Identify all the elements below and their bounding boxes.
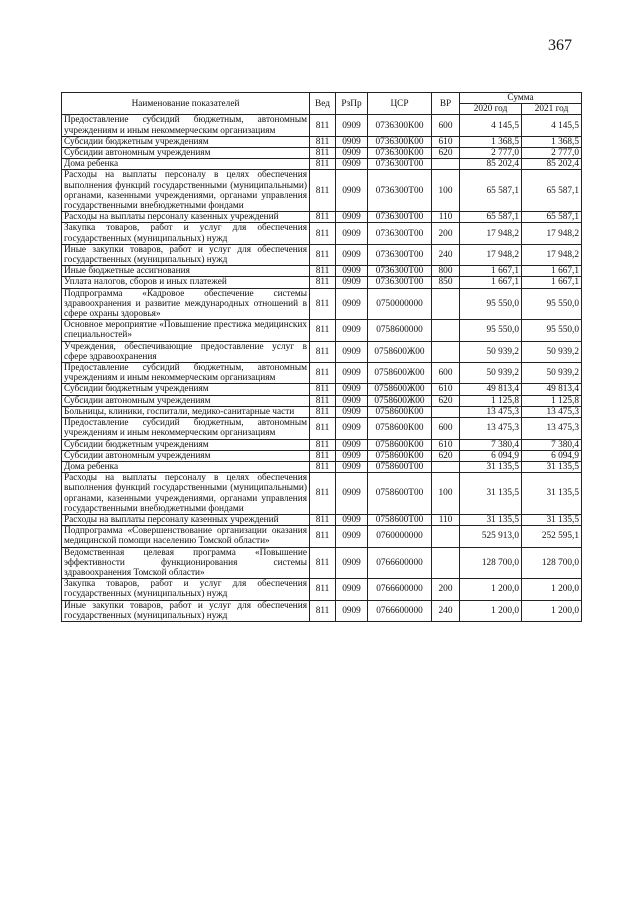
row-csr: 0736300К00 (368, 148, 432, 159)
table-row (62, 406, 582, 417)
row-ved: 811 (310, 288, 336, 320)
row-ved: 811 (310, 159, 336, 170)
row-ved: 811 (310, 514, 336, 525)
row-sum-2020: 49 813,4 (460, 384, 522, 395)
row-vr: 850 (432, 277, 460, 288)
row-ved: 811 (310, 277, 336, 288)
row-sum-2020: 4 145,5 (460, 115, 522, 136)
row-sum-2021: 252 595,1 (522, 526, 582, 547)
row-vr: 620 (432, 148, 460, 159)
row-ved: 811 (310, 115, 336, 136)
row-rzpr: 0909 (336, 277, 368, 288)
table-row (62, 170, 582, 212)
row-csr: 0758600Т00 (368, 461, 432, 472)
row-name: Больницы, клиники, госпитали, медико-санитарные части (62, 406, 310, 417)
row-rzpr: 0909 (336, 159, 368, 170)
table-row (62, 148, 582, 159)
row-sum-2020: 128 700,0 (460, 547, 522, 579)
row-sum-2021: 17 948,2 (522, 223, 582, 244)
row-sum-2021: 1 200,0 (522, 579, 582, 600)
row-csr: 0758600К00 (368, 439, 432, 450)
row-ved: 811 (310, 384, 336, 395)
row-name: Субсидии автономным учреждениям (62, 148, 310, 159)
table-row (62, 579, 582, 600)
table-row (62, 341, 582, 362)
table-row (62, 461, 582, 472)
row-vr (432, 288, 460, 320)
row-vr (432, 461, 460, 472)
header-csr: ЦСР (368, 93, 432, 115)
row-vr: 620 (432, 450, 460, 461)
row-csr: 0750000000 (368, 288, 432, 320)
row-name: Закупка товаров, работ и услуг для обеспечения государственных (муниципальных) нужд (62, 223, 310, 244)
row-sum-2020: 1 368,5 (460, 136, 522, 147)
row-name: Субсидии бюджетным учреждениям (62, 384, 310, 395)
row-ved: 811 (310, 320, 336, 341)
row-sum-2021: 1 368,5 (522, 136, 582, 147)
row-rzpr: 0909 (336, 384, 368, 395)
budget-table (61, 92, 582, 622)
table-row (62, 514, 582, 525)
row-name: Дома ребенка (62, 159, 310, 170)
row-name: Дома ребенка (62, 461, 310, 472)
row-ved: 811 (310, 148, 336, 159)
row-csr: 0758600000 (368, 320, 432, 341)
header-name: Наименование показателей (62, 93, 310, 115)
row-name: Предоставление субсидий бюджетным, автономным учреждениям и иным некоммерческим организациям (62, 418, 310, 439)
row-name: Основное мероприятие «Повышение престижа медицинских специальностей» (62, 320, 310, 341)
row-csr: 0758600Ж00 (368, 341, 432, 362)
row-vr: 200 (432, 223, 460, 244)
row-name: Учреждения, обеспечивающие предоставление услуг в сфере здравоохранения (62, 341, 310, 362)
row-sum-2020: 1 667,1 (460, 277, 522, 288)
table-row (62, 288, 582, 320)
row-sum-2020: 6 094,9 (460, 450, 522, 461)
table-row (62, 547, 582, 579)
header-year-2020: 2020 год (460, 104, 522, 115)
row-vr (432, 159, 460, 170)
row-sum-2020: 31 135,5 (460, 514, 522, 525)
row-name: Субсидии бюджетным учреждениям (62, 136, 310, 147)
table-row (62, 136, 582, 147)
row-vr: 100 (432, 473, 460, 515)
table-row (62, 320, 582, 341)
row-sum-2021: 2 777,0 (522, 148, 582, 159)
row-vr (432, 341, 460, 362)
header-ved: Вед (310, 93, 336, 115)
row-vr: 110 (432, 212, 460, 223)
row-name: Иные бюджетные ассигнования (62, 266, 310, 277)
table-row (62, 450, 582, 461)
row-ved: 811 (310, 223, 336, 244)
row-rzpr: 0909 (336, 115, 368, 136)
row-ved: 811 (310, 244, 336, 265)
table-row (62, 115, 582, 136)
row-vr: 200 (432, 579, 460, 600)
row-vr: 610 (432, 439, 460, 450)
row-csr: 0758600К00 (368, 450, 432, 461)
row-sum-2020: 31 135,5 (460, 473, 522, 515)
row-csr: 0736300Т00 (368, 244, 432, 265)
row-rzpr: 0909 (336, 461, 368, 472)
row-rzpr: 0909 (336, 136, 368, 147)
row-ved: 811 (310, 341, 336, 362)
row-sum-2021: 95 550,0 (522, 320, 582, 341)
row-sum-2020: 17 948,2 (460, 244, 522, 265)
row-sum-2021: 95 550,0 (522, 288, 582, 320)
row-ved: 811 (310, 212, 336, 223)
row-sum-2021: 31 135,5 (522, 473, 582, 515)
row-sum-2020: 50 939,2 (460, 363, 522, 384)
row-vr: 240 (432, 244, 460, 265)
table-row (62, 600, 582, 621)
row-ved: 811 (310, 363, 336, 384)
row-name: Расходы на выплаты персоналу казенных учреждений (62, 212, 310, 223)
row-csr: 0736300Т00 (368, 223, 432, 244)
row-csr: 0758600Т00 (368, 514, 432, 525)
table-row (62, 223, 582, 244)
row-name: Иные закупки товаров, работ и услуг для обеспечения государственных (муниципальных) нужд (62, 600, 310, 621)
row-sum-2021: 65 587,1 (522, 170, 582, 212)
row-rzpr: 0909 (336, 547, 368, 579)
row-vr (432, 547, 460, 579)
row-rzpr: 0909 (336, 320, 368, 341)
row-sum-2021: 50 939,2 (522, 341, 582, 362)
row-sum-2020: 13 475,3 (460, 406, 522, 417)
table-row (62, 395, 582, 406)
row-ved: 811 (310, 526, 336, 547)
row-vr: 600 (432, 363, 460, 384)
header-sum: Сумма (460, 93, 582, 104)
row-csr: 0766600000 (368, 600, 432, 621)
row-vr: 600 (432, 115, 460, 136)
row-sum-2020: 7 380,4 (460, 439, 522, 450)
row-ved: 811 (310, 473, 336, 515)
row-csr: 0760000000 (368, 526, 432, 547)
row-sum-2021: 128 700,0 (522, 547, 582, 579)
table-row (62, 212, 582, 223)
row-sum-2021: 17 948,2 (522, 244, 582, 265)
table-row (62, 439, 582, 450)
row-rzpr: 0909 (336, 418, 368, 439)
row-csr: 0758600Ж00 (368, 384, 432, 395)
row-rzpr: 0909 (336, 450, 368, 461)
row-sum-2020: 31 135,5 (460, 461, 522, 472)
row-rzpr: 0909 (336, 244, 368, 265)
row-sum-2021: 31 135,5 (522, 514, 582, 525)
row-sum-2020: 65 587,1 (460, 170, 522, 212)
row-sum-2020: 525 913,0 (460, 526, 522, 547)
row-ved: 811 (310, 547, 336, 579)
row-ved: 811 (310, 406, 336, 417)
table-header (62, 93, 582, 115)
row-csr: 0736300Т00 (368, 266, 432, 277)
row-name: Субсидии бюджетным учреждениям (62, 439, 310, 450)
row-name: Расходы на выплаты персоналу казенных учреждений (62, 514, 310, 525)
row-sum-2021: 65 587,1 (522, 212, 582, 223)
row-ved: 811 (310, 600, 336, 621)
row-rzpr: 0909 (336, 363, 368, 384)
row-rzpr: 0909 (336, 600, 368, 621)
row-name: Закупка товаров, работ и услуг для обеспечения государственных (муниципальных) нужд (62, 579, 310, 600)
row-sum-2020: 95 550,0 (460, 320, 522, 341)
row-name: Ведомственная целевая программа «Повышение эффективности функционирования системы здравоохранения Томской области» (62, 547, 310, 579)
row-sum-2021: 1 667,1 (522, 266, 582, 277)
row-rzpr: 0909 (336, 526, 368, 547)
row-csr: 0736300К00 (368, 115, 432, 136)
row-name: Предоставление субсидий бюджетным, автономным учреждениям и иным некоммерческим организациям (62, 115, 310, 136)
row-rzpr: 0909 (336, 170, 368, 212)
table-row (62, 418, 582, 439)
row-rzpr: 0909 (336, 212, 368, 223)
row-sum-2020: 1 200,0 (460, 600, 522, 621)
row-csr: 0758600К00 (368, 406, 432, 417)
row-sum-2021: 7 380,4 (522, 439, 582, 450)
row-csr: 0766600000 (368, 579, 432, 600)
row-vr: 240 (432, 600, 460, 621)
row-rzpr: 0909 (336, 579, 368, 600)
row-ved: 811 (310, 450, 336, 461)
row-rzpr: 0909 (336, 514, 368, 525)
row-sum-2020: 17 948,2 (460, 223, 522, 244)
row-vr: 100 (432, 170, 460, 212)
row-csr: 0736300Т00 (368, 170, 432, 212)
row-rzpr: 0909 (336, 148, 368, 159)
row-ved: 811 (310, 170, 336, 212)
row-rzpr: 0909 (336, 395, 368, 406)
row-csr: 0736300Т00 (368, 277, 432, 288)
row-vr: 610 (432, 136, 460, 147)
row-name: Иные закупки товаров, работ и услуг для обеспечения государственных (муниципальных) нужд (62, 244, 310, 265)
row-csr: 0758600Ж00 (368, 395, 432, 406)
row-ved: 811 (310, 136, 336, 147)
row-sum-2021: 31 135,5 (522, 461, 582, 472)
row-sum-2020: 13 475,3 (460, 418, 522, 439)
row-csr: 0736300Т00 (368, 212, 432, 223)
row-rzpr: 0909 (336, 439, 368, 450)
row-rzpr: 0909 (336, 266, 368, 277)
table-row (62, 159, 582, 170)
row-vr: 610 (432, 384, 460, 395)
row-csr: 0758600Ж00 (368, 363, 432, 384)
table-row (62, 277, 582, 288)
row-name: Уплата налогов, сборов и иных платежей (62, 277, 310, 288)
page-number: 367 (548, 37, 572, 54)
row-ved: 811 (310, 395, 336, 406)
row-csr: 0736300К00 (368, 136, 432, 147)
row-rzpr: 0909 (336, 406, 368, 417)
table-row (62, 384, 582, 395)
row-vr (432, 406, 460, 417)
row-sum-2021: 85 202,4 (522, 159, 582, 170)
row-vr: 600 (432, 418, 460, 439)
row-vr (432, 526, 460, 547)
header-year-2021: 2021 год (522, 104, 582, 115)
row-vr: 620 (432, 395, 460, 406)
row-rzpr: 0909 (336, 223, 368, 244)
row-sum-2020: 65 587,1 (460, 212, 522, 223)
row-sum-2020: 2 777,0 (460, 148, 522, 159)
row-sum-2020: 1 125,8 (460, 395, 522, 406)
header-rzpr: РзПр (336, 93, 368, 115)
row-sum-2021: 50 939,2 (522, 363, 582, 384)
row-name: Расходы на выплаты персоналу в целях обеспечения выполнения функций государственными (муниципальными) органами, казенными учреждениями, органами управления государственными внебюджетными фондами (62, 170, 310, 212)
row-rzpr: 0909 (336, 288, 368, 320)
row-sum-2021: 1 200,0 (522, 600, 582, 621)
row-rzpr: 0909 (336, 473, 368, 515)
row-sum-2021: 1 667,1 (522, 277, 582, 288)
row-sum-2021: 6 094,9 (522, 450, 582, 461)
row-name: Субсидии автономным учреждениям (62, 450, 310, 461)
row-vr (432, 320, 460, 341)
row-ved: 811 (310, 461, 336, 472)
row-sum-2021: 4 145,5 (522, 115, 582, 136)
row-name: Подпрограмма «Совершенствование организации оказания медицинской помощи населению Томской области» (62, 526, 310, 547)
table-row (62, 473, 582, 515)
row-name: Подпрограмма «Кадровое обеспечение системы здравоохранения и развитие международных отношений в сфере охраны здоровья» (62, 288, 310, 320)
table-body (62, 115, 582, 622)
row-name: Субсидии автономным учреждениям (62, 395, 310, 406)
row-vr: 800 (432, 266, 460, 277)
row-ved: 811 (310, 418, 336, 439)
row-sum-2021: 1 125,8 (522, 395, 582, 406)
row-sum-2020: 1 200,0 (460, 579, 522, 600)
header-vr: ВР (432, 93, 460, 115)
table-row (62, 244, 582, 265)
row-ved: 811 (310, 266, 336, 277)
row-rzpr: 0909 (336, 341, 368, 362)
table-row (62, 266, 582, 277)
row-sum-2021: 13 475,3 (522, 418, 582, 439)
row-ved: 811 (310, 579, 336, 600)
row-sum-2021: 49 813,4 (522, 384, 582, 395)
row-name: Предоставление субсидий бюджетным, автономным учреждениям и иным некоммерческим организациям (62, 363, 310, 384)
row-csr: 0736300Т00 (368, 159, 432, 170)
table-row (62, 526, 582, 547)
row-vr: 110 (432, 514, 460, 525)
row-name: Расходы на выплаты персоналу в целях обеспечения выполнения функций государственными (муниципальными) органами, казенными учреждениями, органами управления государственными внебюджетными фондами (62, 473, 310, 515)
row-ved: 811 (310, 439, 336, 450)
row-csr: 0758600Т00 (368, 473, 432, 515)
row-csr: 0758600К00 (368, 418, 432, 439)
row-sum-2020: 50 939,2 (460, 341, 522, 362)
row-sum-2020: 1 667,1 (460, 266, 522, 277)
table-row (62, 363, 582, 384)
row-csr: 0766600000 (368, 547, 432, 579)
row-sum-2020: 95 550,0 (460, 288, 522, 320)
row-sum-2021: 13 475,3 (522, 406, 582, 417)
row-sum-2020: 85 202,4 (460, 159, 522, 170)
